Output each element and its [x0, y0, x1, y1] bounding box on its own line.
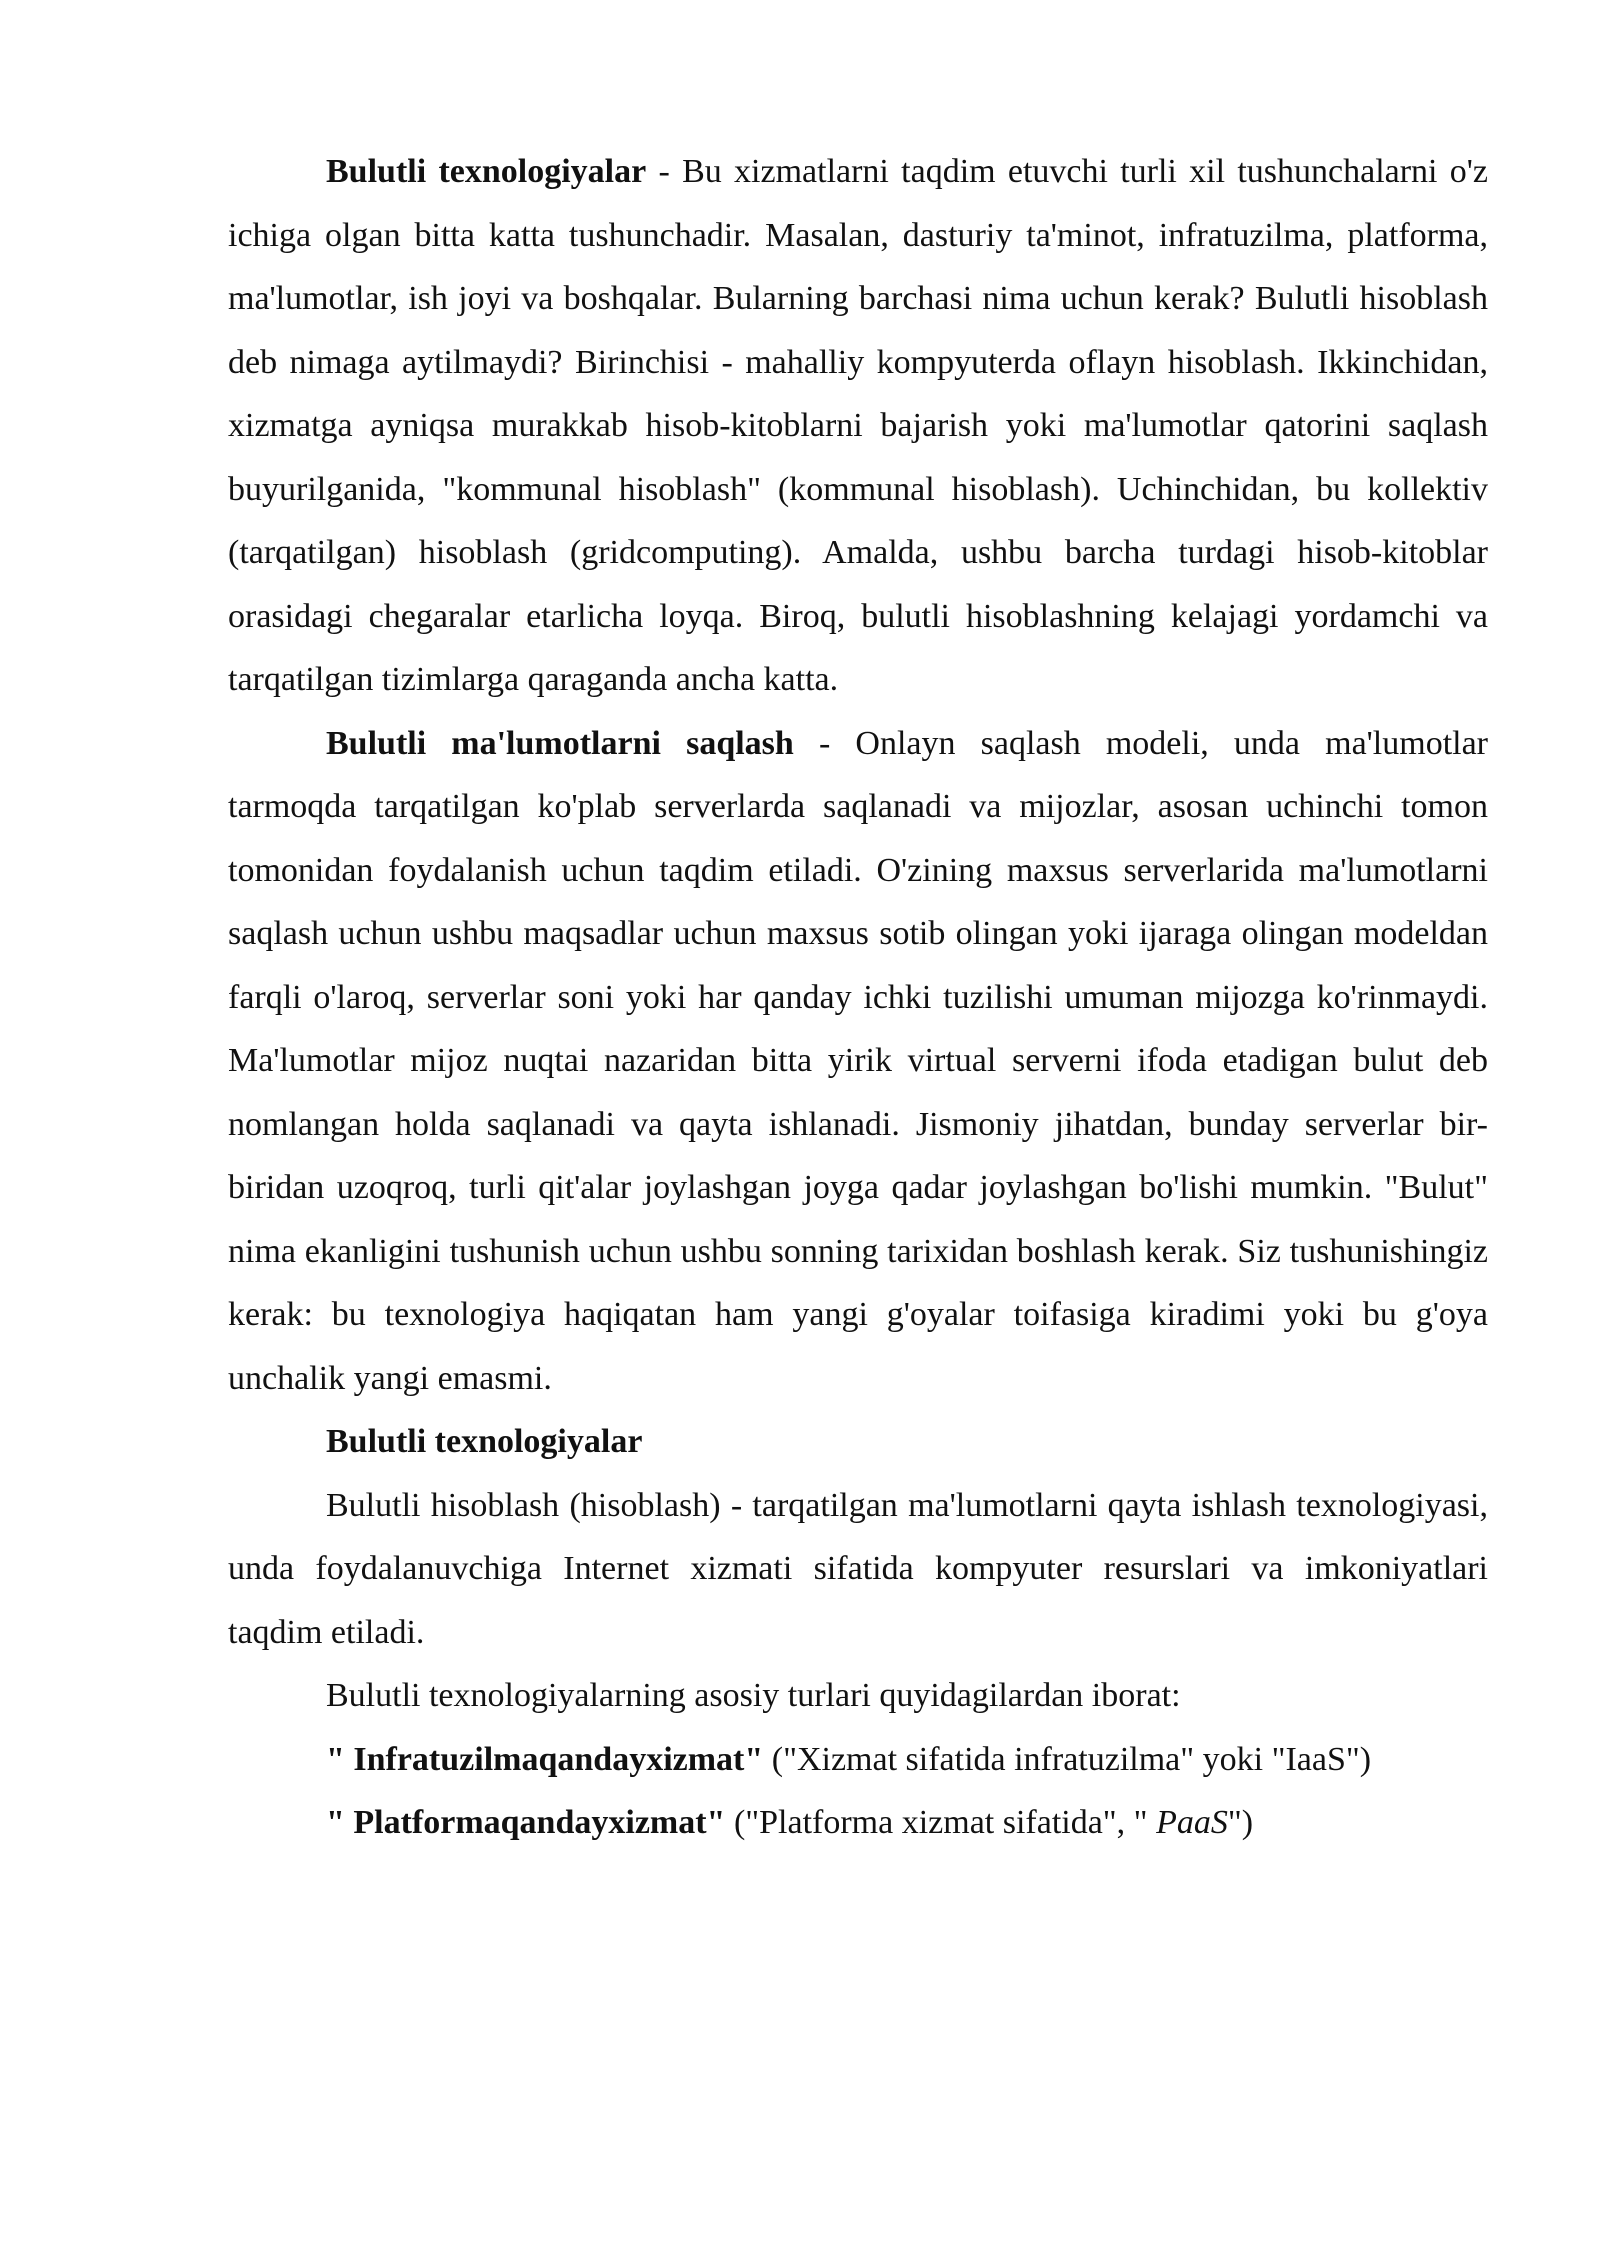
paragraph-paas [228, 1791, 1488, 1855]
paas-abbreviation: PaaS [1156, 1804, 1228, 1841]
paragraph-text: ("Xizmat sifatida infratuzilma" yoki "IaaS") [763, 1740, 1372, 1778]
term-iaas: " Infratuzilmaqandayxizmat" [326, 1740, 764, 1778]
paragraph-text: - Bu xizmatlarni taqdim etuvchi turli xil tushunchalarni o'z ichiga olgan bitta katta tushunchadir. Masalan, dasturiy ta'minot, infratuzilma, platforma, ma'lumotlar, ish joyi va boshqalar. Bularning barchasi nima uchun kerak? Bulutli hisoblash deb nimaga aytilmaydi? Birinchisi - mahalliy kompyuterda oflayn hisoblash. Ikkinchidan, xizmatga ayniqsa murakkab hisob-kitoblarni bajarish yoki ma'lumotlar qatorini saqlash buyurilganida, "kommunal hisoblash" (kommunal hisoblash). Uchinchidan, bu kollektiv (tarqatilgan) hisoblash (gridcomputing). Amalda, ushbu barcha turdagi hisob-kitoblar orasidagi chegaralar etarlicha loyqa. Biroq, bulutli hisoblashning kelajagi yordamchi va tarqatilgan tizimlarga qaraganda ancha katta. [228, 153, 1488, 698]
document-body [228, 140, 1488, 1855]
paragraph-text: ("Platforma xizmat sifatida", " [725, 1804, 1157, 1841]
paragraph-cloud-computing: Bulutli hisoblash (hisoblash) - tarqatilgan ma'lumotlarni qayta ishlash texnologiyasi, unda foydalanuvchiga Internet xizmati sifatida kompyuter resurslari va imkoniyatlari taqdim etiladi. [228, 1486, 1488, 1651]
term-paas: " Platformaqandayxizmat" [326, 1804, 726, 1841]
term-cloud-technologies: Bulutli texnologiyalar [326, 153, 647, 190]
paragraph-iaas [228, 1728, 1488, 1792]
paragraph-text: ") [1227, 1804, 1254, 1841]
paragraph-text: - Onlayn saqlash modeli, unda ma'lumotlar tarmoqda tarqatilgan ko'plab serverlarda saqlanadi va mijozlar, asosan uchinchi tomon tomonidan foydalanish uchun taqdim etiladi. O'zining maxsus serverlarida ma'lumotlarni saqlash uchun ushbu maqsadlar uchun maxsus sotib olingan yoki ijaraga olingan modeldan farqli o'laroq, serverlar soni yoki har qanday ichki tuzilishi umuman mijozga ko'rinmaydi. Ma'lumotlar mijoz nuqtai nazaridan bitta yirik virtual serverni ifoda etadigan bulut deb nomlangan holda saqlanadi va qayta ishlanadi. Jismoniy jihatdan, bunday serverlar bir-biridan uzoqroq, turli qit'alar joylashgan joyga qadar joylashgan bo'lishi mumkin. "Bulut" nima ekanligini tushunish uchun ushbu sonning tarixidan boshlash kerak. Siz tushunishingiz kerak: bu texnologiya haqiqatan ham yangi g'oyalar toifasiga kiradimi yoki bu g'oya unchalik yangi emasmi. [228, 724, 1488, 1397]
paragraph-cloud-storage [228, 712, 1488, 1411]
paragraph-types-intro: Bulutli texnologiyalarning asosiy turlari quyidagilardan iborat: [326, 1677, 1181, 1714]
term-cloud-storage: Bulutli ma'lumotlarni saqlash [326, 724, 794, 762]
paragraph-cloud-technologies [228, 140, 1488, 712]
section-heading: Bulutli texnologiyalar [326, 1423, 643, 1460]
